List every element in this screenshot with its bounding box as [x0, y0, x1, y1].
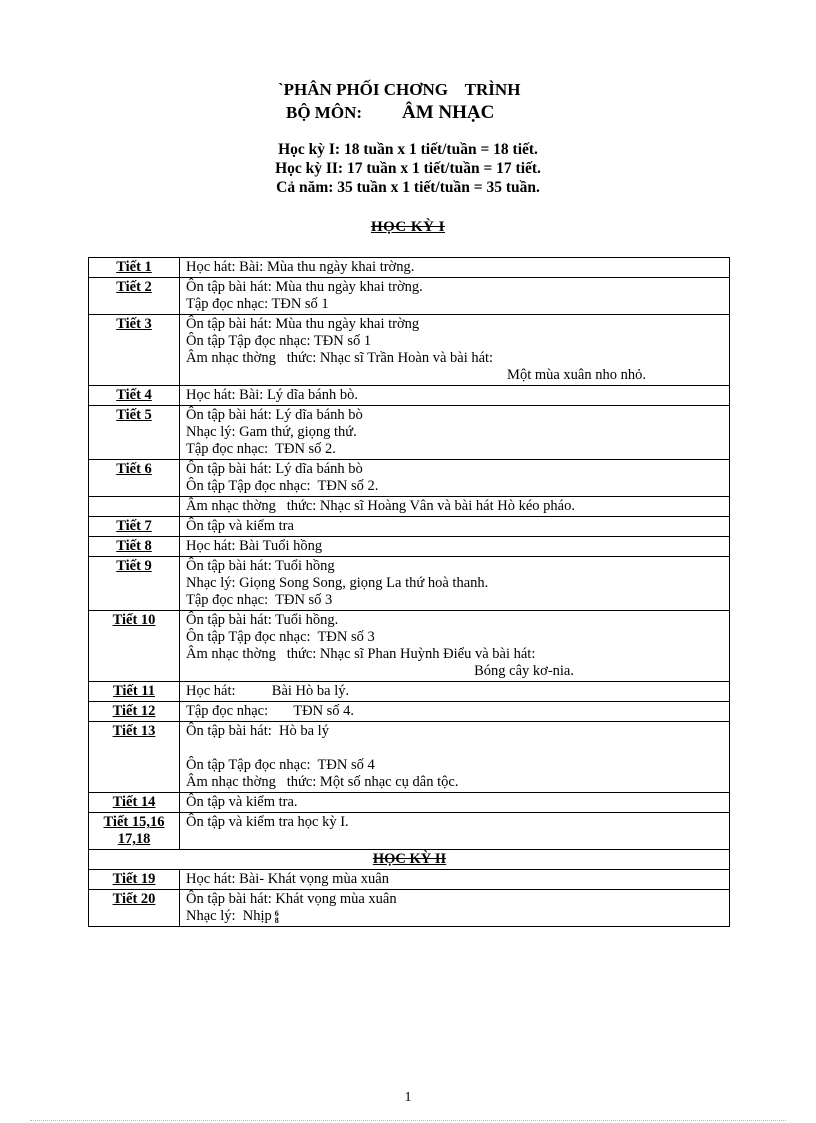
lesson-line — [186, 441, 724, 458]
table-row — [89, 537, 730, 557]
lesson-text: Ôn tập bài hát: Mùa thu ngày khai trờng. — [186, 279, 423, 295]
content-cell — [180, 702, 730, 722]
period-cell: Tiết 11 — [89, 682, 180, 702]
page-number: 1 — [404, 1090, 412, 1105]
blank-line — [186, 740, 724, 757]
content-cell — [180, 722, 730, 793]
semester-1-heading: HỌC KỲ I — [370, 219, 445, 235]
lesson-line — [186, 424, 724, 441]
lesson-text: Tập đọc nhạc: TĐN số 4. — [186, 703, 355, 719]
lesson-line — [186, 891, 724, 908]
lesson-text: Âm nhạc thờng thức: Một số nhạc cụ dân tộc. — [186, 774, 459, 790]
lesson-text: Nhạc lý: Giọng Song Song, giọng La thứ hoà thanh. — [186, 575, 489, 591]
lesson-line — [186, 814, 724, 831]
content-cell — [180, 386, 730, 406]
lesson-line — [186, 612, 724, 629]
lesson-line — [186, 871, 724, 888]
table-row — [89, 497, 730, 517]
lesson-line — [186, 629, 724, 646]
lesson-text: Học hát: Bài Tuổi hồng — [186, 538, 323, 554]
table-row — [89, 682, 730, 702]
lesson-text: Ôn tập Tập đọc nhạc: TĐN số 3 — [186, 629, 375, 645]
semester-2-heading: HỌC KỲ II — [89, 850, 730, 870]
page-bottom-rule — [30, 1120, 786, 1121]
lesson-text: Học hát: Bài: Lý dĩa bánh bò. — [186, 387, 358, 403]
content-cell — [180, 890, 730, 927]
lesson-line — [186, 723, 724, 740]
lesson-line — [186, 387, 724, 404]
content-cell — [180, 460, 730, 497]
lesson-line — [186, 703, 724, 720]
period-cell: Tiết 9 — [89, 557, 180, 611]
time-signature-bottom: 8 — [274, 915, 279, 925]
lesson-line — [186, 774, 724, 791]
lesson-line — [186, 407, 724, 424]
content-cell — [180, 537, 730, 557]
content-cell — [180, 497, 730, 517]
table-row — [89, 386, 730, 406]
lesson-text: Ôn tập bài hát: Lý dĩa bánh bò — [186, 461, 363, 477]
period-cell: Tiết 14 — [89, 793, 180, 813]
lesson-text: Ôn tập Tập đọc nhạc: TĐN số 4 — [186, 757, 375, 773]
lesson-text: Bóng cây kơ-nia. — [474, 663, 574, 679]
table-row — [89, 258, 730, 278]
content-cell — [180, 870, 730, 890]
lesson-text: Ôn tập Tập đọc nhạc: TĐN số 2. — [186, 478, 379, 494]
time-signature — [275, 910, 279, 924]
lesson-line — [186, 478, 724, 495]
lesson-text: Ôn tập và kiểm tra — [186, 518, 294, 534]
table-row — [89, 870, 730, 890]
lesson-line — [186, 350, 724, 367]
lesson-line — [186, 757, 724, 774]
lesson-line — [186, 794, 724, 811]
period-cell: Tiết 4 — [89, 386, 180, 406]
table-row — [89, 406, 730, 460]
table-row — [89, 315, 730, 386]
lesson-text: Ôn tập Tập đọc nhạc: TĐN số 1 — [186, 333, 372, 349]
content-cell — [180, 315, 730, 386]
lesson-text: Ôn tập bài hát: Lý dĩa bánh bò — [186, 407, 363, 423]
lesson-line — [186, 538, 724, 555]
lesson-text: Một mùa xuân nho nhỏ. — [507, 367, 646, 383]
content-cell — [180, 557, 730, 611]
period-cell: Tiết 5 — [89, 406, 180, 460]
period-cell: Tiết 6 — [89, 460, 180, 497]
subject-name: ÂM NHẠC — [402, 102, 495, 123]
lesson-text: Âm nhạc thờng thức: Nhạc sĩ Hoàng Vân và bài hát Hò kéo pháo. — [186, 498, 575, 514]
table-row — [89, 813, 730, 850]
lesson-text: Ôn tập và kiểm tra. — [186, 794, 298, 810]
lesson-text: Ôn tập và kiểm tra học kỳ I. — [186, 814, 349, 830]
lesson-line — [186, 908, 724, 925]
period-cell: Tiết 3 — [89, 315, 180, 386]
lesson-text: Ôn tập bài hát: Tuổi hồng — [186, 558, 335, 574]
lesson-line — [186, 518, 724, 535]
lesson-line — [186, 498, 724, 515]
lesson-text: Ôn tập bài hát: Mùa thu ngày khai trờng — [186, 316, 420, 332]
lesson-text: Nhạc lý: Gam thứ, giọng thứ. — [186, 424, 357, 440]
lesson-line — [186, 575, 724, 592]
period-cell: Tiết 15,16 17,18 — [89, 813, 180, 850]
period-cell: Tiết 1 — [89, 258, 180, 278]
lesson-line — [186, 461, 724, 478]
period-cell: Tiết 20 — [89, 890, 180, 927]
table-row — [89, 517, 730, 537]
period-cell: Tiết 7 — [89, 517, 180, 537]
content-cell — [180, 517, 730, 537]
lesson-text: Âm nhạc thờng thức: Nhạc sĩ Trần Hoàn và bài hát: — [186, 350, 494, 366]
content-cell — [180, 258, 730, 278]
table-row — [89, 278, 730, 315]
lesson-line — [186, 259, 724, 276]
lesson-line — [186, 646, 724, 663]
lesson-text: Học hát: Bài- Khát vọng mùa xuân — [186, 871, 389, 887]
lesson-line — [186, 558, 724, 575]
period-cell: Tiết 19 — [89, 870, 180, 890]
table-row — [89, 557, 730, 611]
semester-2-row — [89, 850, 730, 870]
document-title: `PHÂN PHỐI CHƠNG TRÌNH — [278, 80, 521, 99]
lesson-line — [186, 279, 724, 296]
table-row — [89, 793, 730, 813]
lesson-line — [186, 367, 724, 384]
lesson-plan-table — [88, 257, 730, 927]
table-row — [89, 611, 730, 682]
lesson-text: Tập đọc nhạc: TĐN số 3 — [186, 592, 333, 608]
lesson-line — [186, 296, 724, 313]
summary-full-year: Cả năm: 35 tuần x 1 tiết/tuần = 35 tuần. — [276, 179, 540, 196]
summary-semester-1: Học kỳ I: 18 tuần x 1 tiết/tuần = 18 tiết. — [278, 141, 538, 158]
lesson-line — [186, 663, 724, 680]
lesson-text: Ôn tập bài hát: Hò ba lý — [186, 723, 329, 739]
period-cell: Tiết 13 — [89, 722, 180, 793]
period-cell: Tiết 2 — [89, 278, 180, 315]
period-cell — [89, 497, 180, 517]
content-cell — [180, 793, 730, 813]
period-cell: Tiết 8 — [89, 537, 180, 557]
content-cell — [180, 278, 730, 315]
summary-semester-2: Học kỳ II: 17 tuần x 1 tiết/tuần = 17 tiết. — [275, 160, 541, 177]
lesson-line — [186, 592, 724, 609]
lesson-text: Nhạc lý: Nhịp — [186, 908, 272, 924]
lesson-text: Học hát: Bài: Mùa thu ngày khai trờng. — [186, 259, 415, 275]
lesson-text: Tập đọc nhạc: TĐN số 1 — [186, 296, 329, 312]
lesson-text: Ôn tập bài hát: Khát vọng mùa xuân — [186, 891, 397, 907]
table-row — [89, 890, 730, 927]
schedule-summary — [0, 140, 816, 197]
lesson-line — [186, 316, 724, 333]
content-cell — [180, 682, 730, 702]
time-signature-top: 6 — [274, 908, 279, 918]
content-cell — [180, 406, 730, 460]
table-row — [89, 722, 730, 793]
lesson-line — [186, 683, 724, 700]
content-cell — [180, 611, 730, 682]
content-cell — [180, 813, 730, 850]
period-cell: Tiết 10 — [89, 611, 180, 682]
lesson-text: Tập đọc nhạc: TĐN số 2. — [186, 441, 336, 457]
subject-line — [286, 102, 494, 124]
subject-label: BỘ MÔN: — [286, 103, 363, 122]
lesson-text: Học hát: Bài Hò ba lý. — [186, 683, 350, 699]
table-row — [89, 702, 730, 722]
period-cell: Tiết 12 — [89, 702, 180, 722]
lesson-text: Ôn tập bài hát: Tuổi hồng. — [186, 612, 339, 628]
lesson-text: Âm nhạc thờng thức: Nhạc sĩ Phan Huỳnh Điểu và bài hát: — [186, 646, 536, 662]
table-row — [89, 460, 730, 497]
lesson-line — [186, 333, 724, 350]
